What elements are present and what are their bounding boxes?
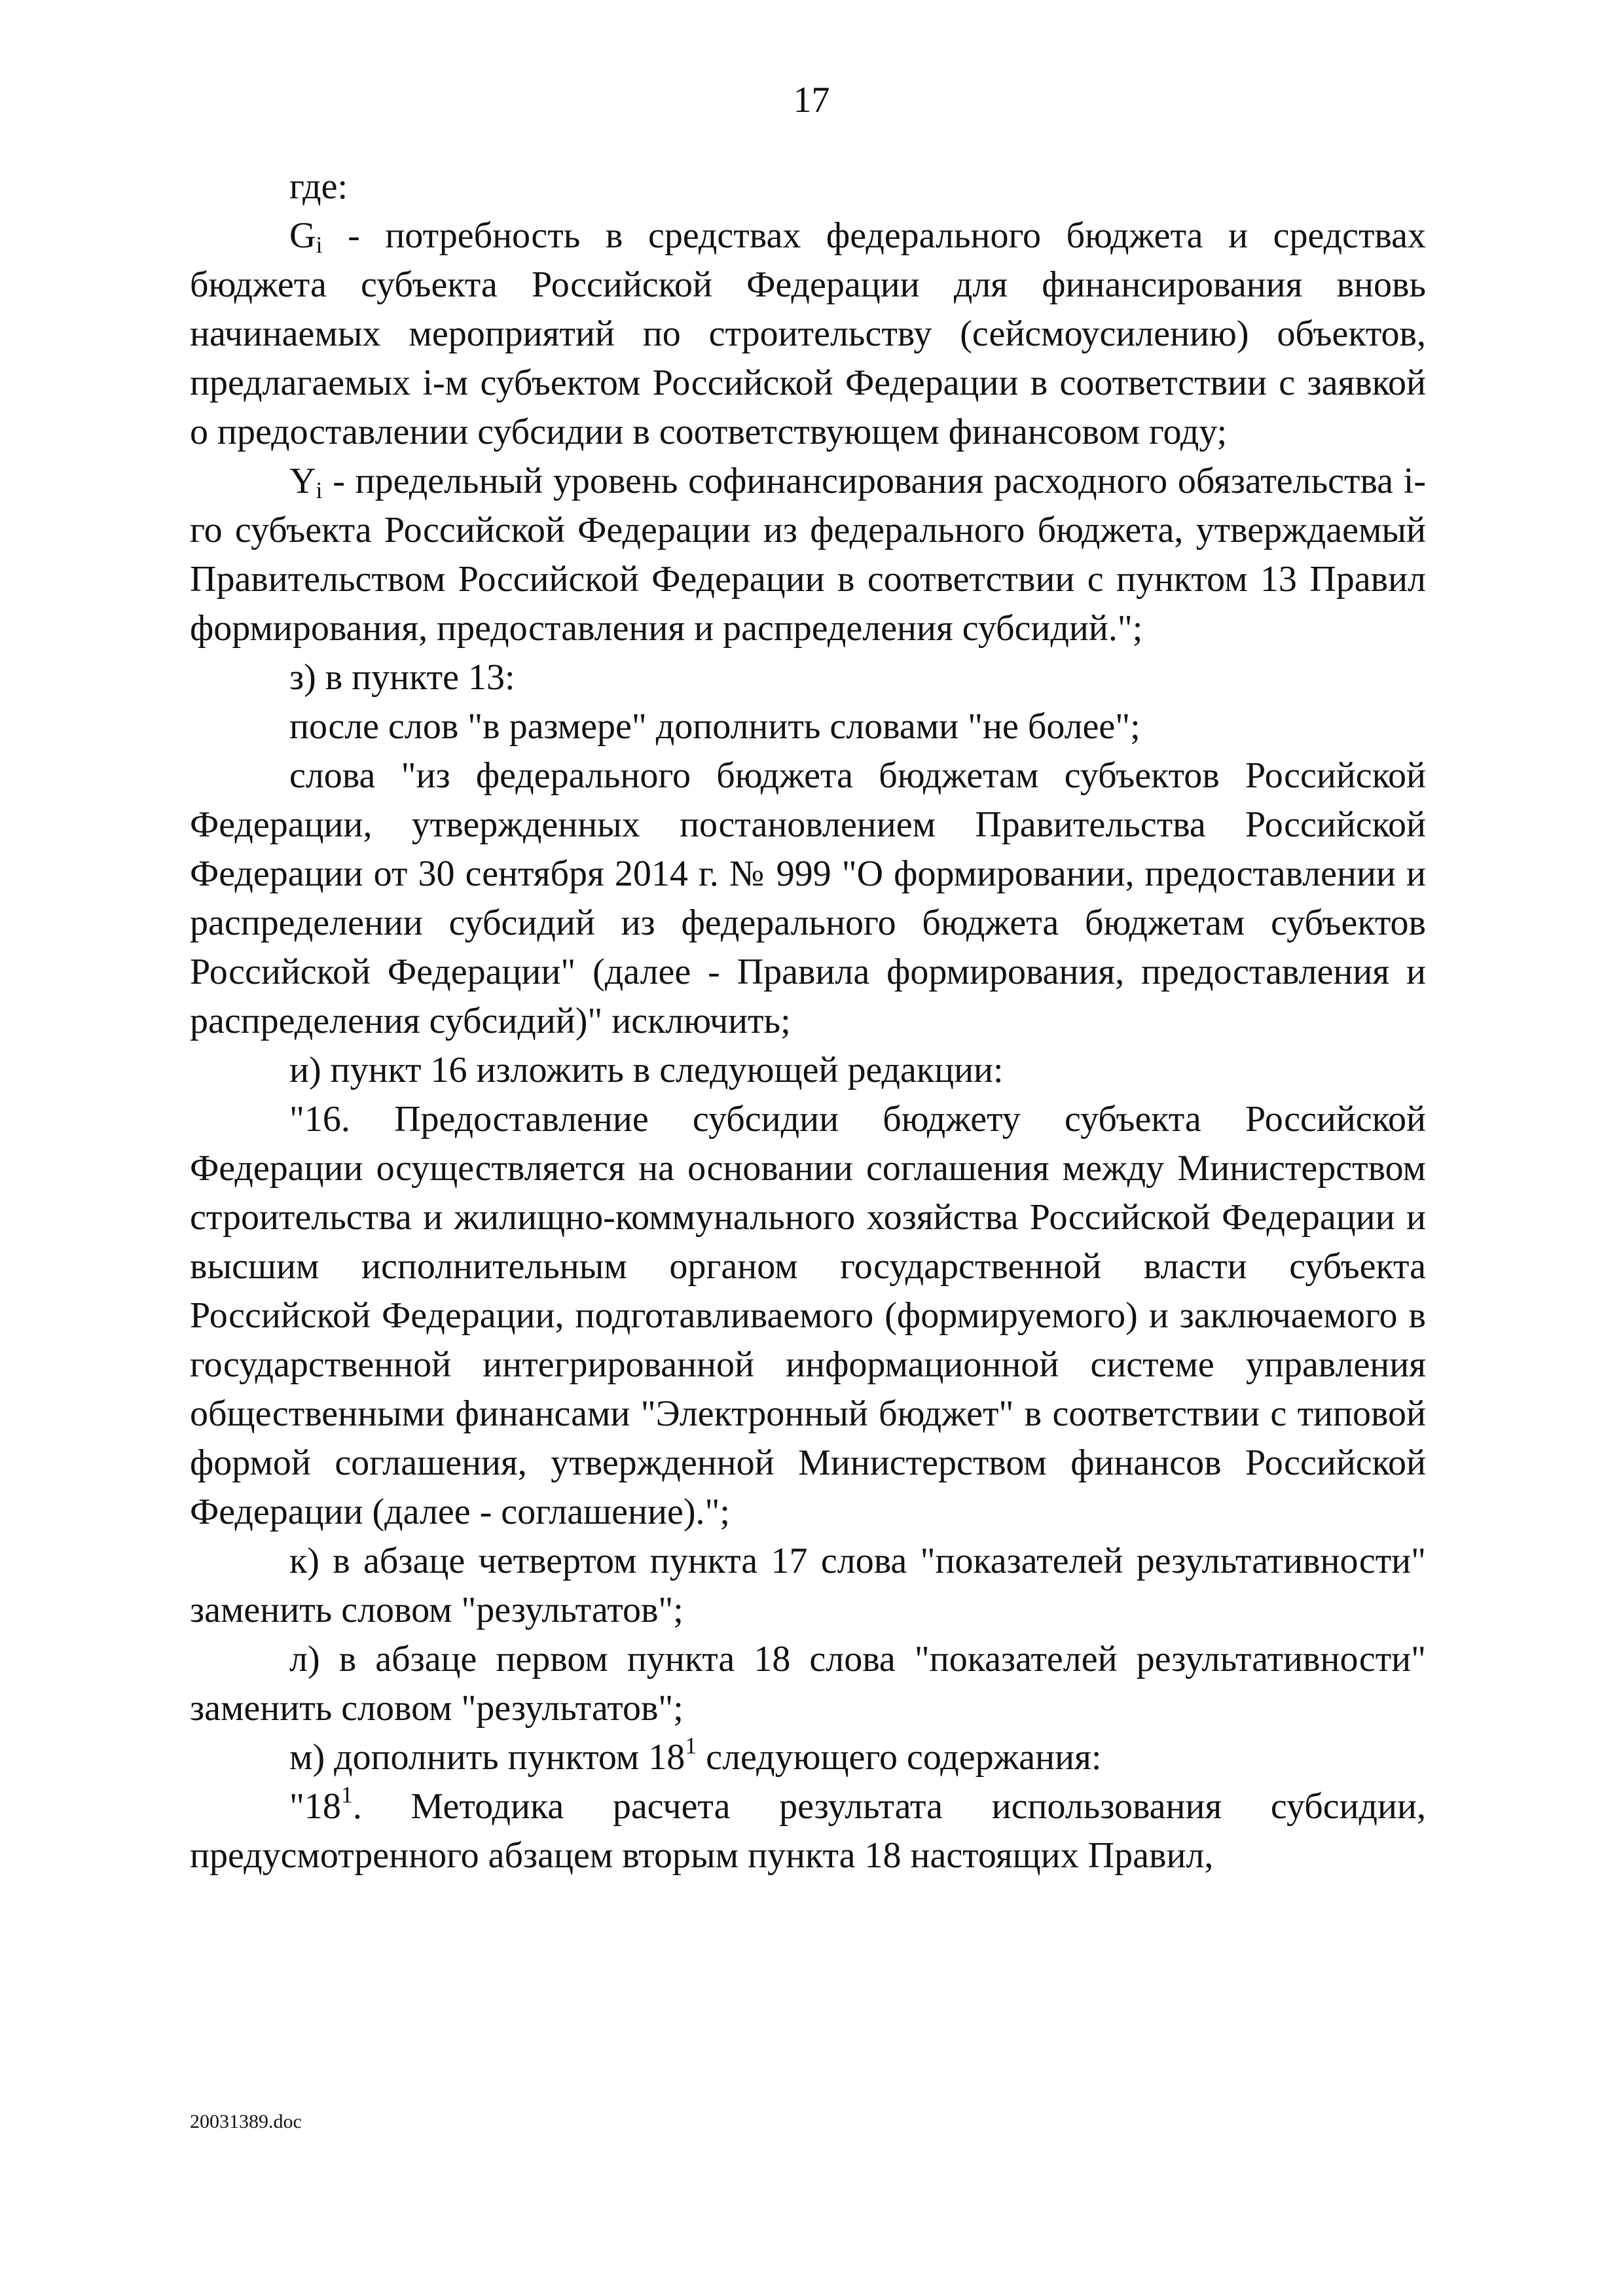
superscript-one: 1 (340, 1782, 353, 1808)
symbol-g: G (289, 215, 316, 256)
document-body (190, 162, 1426, 1880)
paragraph-text: . Методика расчета результата использования субсидии, предусмотренного абзацем вторым пункта 18 настоящих Правил, (190, 1786, 1426, 1876)
symbol-y: Y (289, 461, 316, 501)
document-file-code: 20031389.doc (190, 2111, 302, 2132)
paragraph-point-16 (190, 1095, 1426, 1537)
paragraph-gi-definition (190, 211, 1426, 457)
paragraph-text: - потребность в средствах федерального бюджета и средствах бюджета субъекта Российской Федерации для финансирования вновь начинаемых мероприятий по строительству (сейсмоусилению) объектов, предлагаемых i-м субъектом Российской Федерации в соответствии с заявкой о предоставлении субсидии в соответствующем финансовом году; (190, 215, 1426, 452)
paragraph-text: з) в пункте 13: (289, 657, 515, 698)
paragraph-text: "16. Предоставление субсидии бюджету субъекта Российской Федерации осуществляется на основании соглашения между Министерством строительства и жилищно-коммунального хозяйства Российской Федерации и высшим исполнительным органом государственной власти субъекта Российской Федерации, подготавливаемого (формируемого) и заключаемого в государственной интегрированной информационной системе управления общественными финансами "Электронный бюджет" в соответствии с типовой формой соглашения, утвержденной Министерством финансов Российской Федерации (далее - соглашение)."; (190, 1099, 1426, 1532)
paragraph-item-k (190, 1537, 1426, 1635)
paragraph-point-18-1 (190, 1782, 1426, 1880)
paragraph-words-federal-budget (190, 751, 1426, 1046)
paragraph-lead: "18 (289, 1786, 341, 1827)
paragraph-yi-definition (190, 457, 1426, 653)
paragraph-item-m (190, 1733, 1426, 1782)
paragraph-text: где: (289, 166, 348, 207)
superscript-one: 1 (685, 1732, 697, 1759)
paragraph-text: к) в абзаце четвертом пункта 17 слова "показателей результативности" заменить словом "результатов"; (190, 1541, 1426, 1630)
paragraph-text: слова "из федерального бюджета бюджетам субъектов Российской Федерации, утвержденных постановлением Правительства Российской Федерации от 30 сентября 2014 г. № 999 "О формировании, предоставлении и распределении субсидий из федерального бюджета бюджетам субъектов Российской Федерации" (далее - Правила формирования, предоставления и распределения субсидий)" исключить; (190, 755, 1426, 1041)
paragraph-item-i (190, 1046, 1426, 1095)
paragraph-item-l (190, 1635, 1426, 1733)
paragraph-text: следующего содержания: (697, 1737, 1102, 1778)
paragraph-lead: м) дополнить пунктом 18 (289, 1737, 685, 1778)
symbol-g-subscript: i (316, 232, 323, 258)
paragraph-after-words (190, 702, 1426, 751)
symbol-y-subscript: i (316, 477, 323, 503)
paragraph-where (190, 162, 1426, 211)
paragraph-text: после слов "в размере" дополнить словами "не более"; (289, 706, 1140, 747)
paragraph-item-z (190, 653, 1426, 702)
page-number: 17 (793, 80, 830, 120)
paragraph-text: л) в абзаце первом пункта 18 слова "показателей результативности" заменить словом "результатов"; (190, 1639, 1426, 1729)
paragraph-text: - предельный уровень софинансирования расходного обязательства i-го субъекта Российской Федерации из федерального бюджета, утверждаемый Правительством Российской Федерации в соответствии с пунктом 13 Правил формирования, предоставления и распределения субсидий."; (190, 461, 1426, 649)
paragraph-text: и) пункт 16 изложить в следующей редакции: (289, 1050, 1004, 1090)
